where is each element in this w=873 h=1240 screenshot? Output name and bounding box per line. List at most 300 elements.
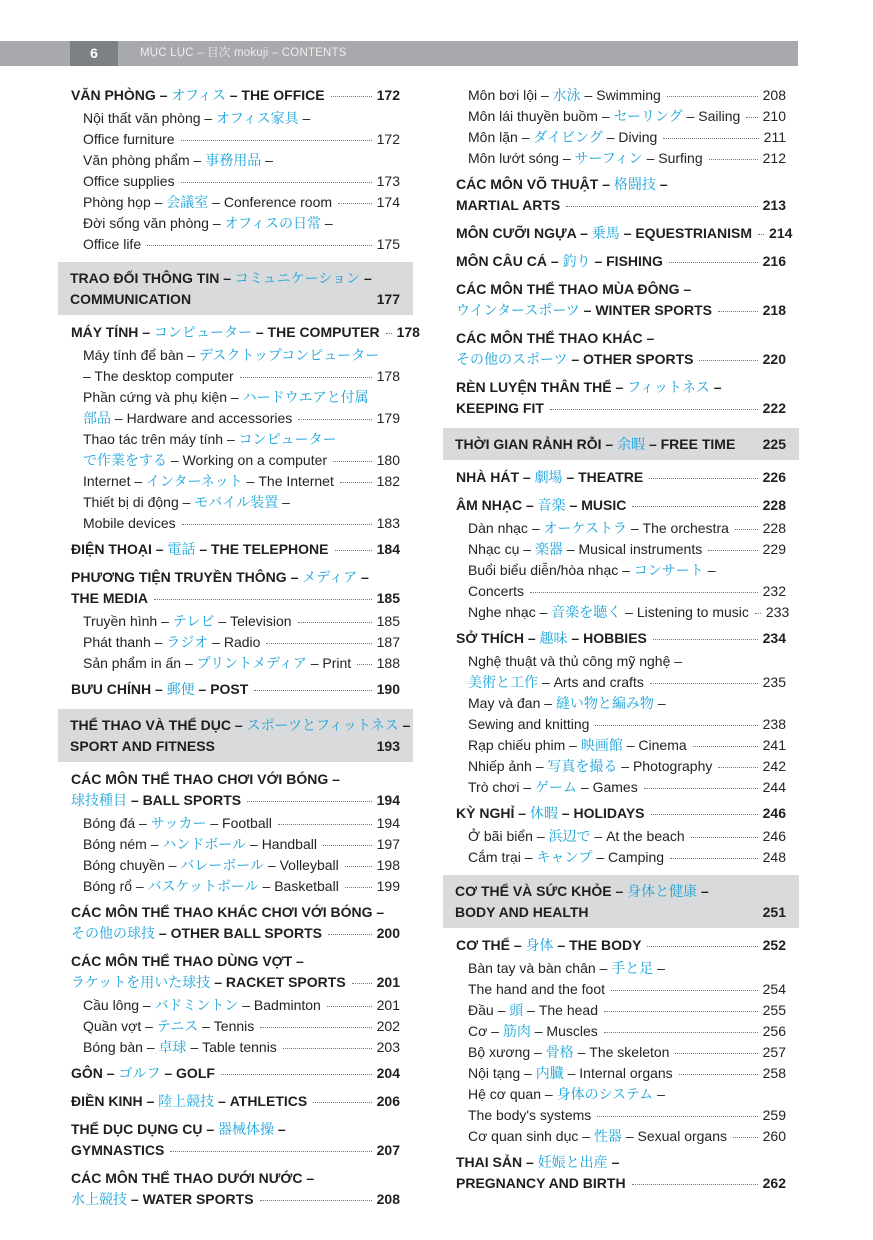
toc-line-text xyxy=(455,881,709,902)
entry-text: Đầu – xyxy=(468,1002,510,1018)
japanese-term: 身体と健康 xyxy=(627,883,698,899)
toc-line xyxy=(71,769,400,790)
page-ref: 182 xyxy=(376,473,400,489)
dot-leader xyxy=(693,746,758,747)
toc-subentry xyxy=(443,1021,799,1042)
page-ref: 232 xyxy=(762,583,786,599)
dot-leader xyxy=(550,409,758,410)
japanese-term: 乗馬 xyxy=(591,225,620,241)
entry-text: – BALL SPORTS xyxy=(127,792,242,808)
toc-subentry xyxy=(58,387,413,429)
japanese-term: その他のスポーツ xyxy=(456,351,568,367)
japanese-term: スポーツとフィットネス xyxy=(246,717,399,733)
page-ref: 212 xyxy=(762,150,786,166)
toc-subentry xyxy=(443,651,799,693)
japanese-term: 美術と工作 xyxy=(468,674,538,690)
entry-text: CƠ THỂ – xyxy=(456,937,526,953)
toc-line xyxy=(456,174,786,195)
entry-text: KEEPING FIT xyxy=(456,400,544,416)
entry-text: THAI SẢN – xyxy=(456,1154,538,1170)
page-ref: 246 xyxy=(762,828,786,844)
toc-line xyxy=(83,1016,400,1037)
toc-line xyxy=(83,429,400,450)
page-ref: 172 xyxy=(376,131,400,147)
entry-text: CÁC MÔN THỂ THAO DƯỚI NƯỚC – xyxy=(71,1170,315,1186)
toc-line xyxy=(83,387,400,408)
entry-text: BƯU CHÍNH – xyxy=(71,681,167,697)
dot-leader xyxy=(181,182,372,183)
entry-text: MÁY TÍNH – xyxy=(71,324,154,340)
entry-text: GÔN – xyxy=(71,1065,119,1081)
page-ref: 180 xyxy=(376,452,400,468)
toc-line-text xyxy=(468,979,605,1000)
toc-line xyxy=(83,471,400,492)
toc-line-text xyxy=(71,769,340,790)
entry-text: Ở bãi biển – xyxy=(468,828,549,844)
toc-line-text xyxy=(83,366,234,387)
page-ref: 183 xyxy=(376,515,400,531)
toc-line xyxy=(71,567,400,588)
page-ref: 257 xyxy=(762,1044,786,1060)
entry-text: ÂM NHẠC – xyxy=(456,497,538,513)
toc-line-text xyxy=(70,736,215,757)
page-ref: 185 xyxy=(376,613,400,629)
entry-text: Nội tạng – xyxy=(468,1065,536,1081)
entry-text: – Games xyxy=(577,779,638,795)
toc-line-text xyxy=(83,995,321,1016)
entry-text: Phát thanh – xyxy=(83,634,167,650)
japanese-term: セーリング xyxy=(613,108,683,124)
page-ref: 202 xyxy=(376,1018,400,1034)
entry-text: Phần cứng và phụ kiện – xyxy=(83,389,243,405)
page-ref: 242 xyxy=(762,758,786,774)
toc-line-text xyxy=(83,1037,277,1058)
entry-text: PREGNANCY AND BIRTH xyxy=(456,1175,626,1191)
japanese-term: サーフィン xyxy=(574,150,643,166)
entry-text: CÁC MÔN THỂ THAO KHÁC – xyxy=(456,330,655,346)
page-ref: 220 xyxy=(762,351,786,367)
toc-line-text xyxy=(71,1119,286,1140)
toc-line-text xyxy=(71,902,384,923)
japanese-term: その他の球技 xyxy=(71,925,155,941)
toc-line xyxy=(468,560,786,581)
page-ref: 207 xyxy=(376,1142,400,1158)
entry-text: Thiết bị di động – xyxy=(83,494,195,510)
dot-leader xyxy=(597,1116,757,1117)
japanese-term: 事務用品 xyxy=(205,152,262,168)
toc-subentry xyxy=(58,855,413,876)
header-bar xyxy=(0,41,798,66)
toc-line-text xyxy=(71,567,369,588)
toc-line xyxy=(468,1042,786,1063)
entry-text: – Surfing xyxy=(642,150,703,166)
toc-line-text xyxy=(83,387,369,408)
toc-line xyxy=(456,1152,786,1173)
toc-line xyxy=(83,234,400,255)
dot-leader xyxy=(651,814,758,815)
toc-line-text xyxy=(468,1105,591,1126)
dot-leader xyxy=(670,858,758,859)
toc-subentry xyxy=(58,429,413,471)
entry-text: COMMUNICATION xyxy=(70,291,192,307)
toc-line-text xyxy=(468,847,664,868)
toc-line xyxy=(456,628,786,649)
dot-leader xyxy=(345,866,372,867)
toc-line-text xyxy=(83,408,292,429)
entry-text: – FISHING xyxy=(590,253,663,269)
entry-text: – The orchestra xyxy=(626,520,729,536)
dot-leader xyxy=(733,1137,758,1138)
toc-section-heading xyxy=(443,323,799,372)
dot-leader xyxy=(247,801,372,802)
entry-text: Cơ – xyxy=(468,1023,503,1039)
page-ref: 194 xyxy=(376,815,400,831)
entry-text: Môn lướt sóng – xyxy=(468,150,575,166)
page-ref: 174 xyxy=(376,194,400,210)
toc-line xyxy=(83,366,400,387)
toc-chapter-heading xyxy=(443,428,799,460)
dot-leader xyxy=(708,550,757,551)
toc-line-text xyxy=(71,923,322,944)
entry-text: – THE COMPUTER xyxy=(251,324,380,340)
toc-subentry xyxy=(443,602,799,623)
toc-chapter-heading xyxy=(58,709,413,762)
entry-text: – ATHLETICS xyxy=(214,1093,308,1109)
toc-line xyxy=(70,715,411,736)
toc-section-heading xyxy=(443,274,799,323)
entry-text: CÁC MÔN THỂ THAO CHƠI VỚI BÓNG – xyxy=(71,771,340,787)
toc-line-text xyxy=(468,148,703,169)
toc-line-text xyxy=(83,234,141,255)
page-ref: 204 xyxy=(376,1065,400,1081)
page-ref: 234 xyxy=(762,630,786,646)
toc-line xyxy=(83,108,400,129)
entry-text: – xyxy=(278,494,290,510)
entry-text: – xyxy=(653,695,666,711)
toc-subentry xyxy=(58,108,413,150)
toc-line-text xyxy=(71,679,248,700)
toc-line xyxy=(456,1173,786,1194)
toc-subentry xyxy=(58,813,413,834)
toc-subentry xyxy=(443,958,799,1000)
toc-line xyxy=(71,1063,400,1084)
toc-subentry xyxy=(443,560,799,602)
entry-text: SỞ THÍCH – xyxy=(456,630,540,646)
toc-subentry xyxy=(58,1037,413,1058)
entry-text: Bóng chuyền – xyxy=(83,857,181,873)
toc-subentry xyxy=(58,653,413,674)
dot-leader xyxy=(709,159,758,160)
toc-line xyxy=(456,251,786,272)
entry-text: Môn lặn – xyxy=(468,129,534,145)
toc-line xyxy=(83,345,400,366)
entry-text: – Basketball xyxy=(258,878,339,894)
header-title: MỤC LỤC – 目次 mokuji – CONTENTS xyxy=(140,47,347,59)
entry-text: – THE BODY xyxy=(553,937,642,953)
dot-leader xyxy=(675,1053,757,1054)
dot-leader xyxy=(331,96,372,97)
toc-line xyxy=(468,847,786,868)
toc-subentry xyxy=(443,826,799,847)
entry-text: Môn lái thuyền buồm – xyxy=(468,108,614,124)
toc-line-text xyxy=(83,450,327,471)
entry-text: Bàn tay và bàn chân – xyxy=(468,960,612,976)
toc-line-text xyxy=(468,1126,727,1147)
entry-text: – EQUESTRIANISM xyxy=(619,225,753,241)
japanese-term: 浜辺で xyxy=(548,828,591,844)
toc-line xyxy=(71,902,400,923)
toc-line xyxy=(71,972,400,993)
toc-line-text xyxy=(83,345,379,366)
dot-leader xyxy=(699,360,757,361)
toc-line xyxy=(468,826,786,847)
toc-line-text xyxy=(70,715,410,736)
page-ref: 179 xyxy=(376,410,400,426)
dot-leader xyxy=(644,788,758,789)
toc-subentry xyxy=(443,127,799,148)
dot-leader xyxy=(386,333,392,334)
japanese-term: バスケットボール xyxy=(147,878,259,894)
toc-line xyxy=(83,1037,400,1058)
entry-text: – Volleyball xyxy=(264,857,339,873)
toc-subentry xyxy=(58,632,413,653)
dot-leader xyxy=(182,524,372,525)
toc-subentry xyxy=(443,1084,799,1126)
toc-line xyxy=(468,1084,786,1105)
entry-text: CƠ THỂ VÀ SỨC KHỎE – xyxy=(455,883,628,899)
entry-text: Nội thất văn phòng – xyxy=(83,110,217,126)
toc-line-text xyxy=(83,855,339,876)
toc-line-text xyxy=(83,611,292,632)
page-ref: 256 xyxy=(762,1023,786,1039)
entry-text: – OTHER SPORTS xyxy=(567,351,694,367)
entry-text: The hand and the foot xyxy=(468,981,605,997)
entry-text: Phòng họp – xyxy=(83,194,167,210)
entry-text: Sewing and knitting xyxy=(468,716,590,732)
japanese-term: テニス xyxy=(156,1018,199,1034)
toc-line xyxy=(468,651,786,672)
page-ref: 259 xyxy=(762,1107,786,1123)
toc-section-heading xyxy=(58,1114,413,1163)
toc-line xyxy=(455,434,786,455)
toc-line xyxy=(456,398,786,419)
japanese-term: ラケットを用いた球技 xyxy=(71,974,211,990)
toc-section-heading xyxy=(443,1147,799,1196)
toc-line xyxy=(468,1126,786,1147)
entry-text: Môn bơi lội – xyxy=(468,87,553,103)
japanese-term: ウインタースポーツ xyxy=(456,302,580,318)
toc-subentry xyxy=(443,756,799,777)
toc-line xyxy=(71,588,400,609)
toc-section-heading xyxy=(443,462,799,490)
page-ref: 187 xyxy=(376,634,400,650)
toc-line xyxy=(83,213,400,234)
entry-text: – xyxy=(653,960,665,976)
toc-line-text xyxy=(468,106,740,127)
japanese-term: 性器 xyxy=(593,1128,622,1144)
toc-section-heading xyxy=(443,218,799,246)
page-ref: 254 xyxy=(762,981,786,997)
toc-line xyxy=(455,902,786,923)
page-ref: 201 xyxy=(376,997,400,1013)
dot-leader xyxy=(323,845,372,846)
toc-line-text xyxy=(456,300,712,321)
toc-line-text xyxy=(468,581,524,602)
entry-text: – xyxy=(360,270,372,286)
japanese-term: テレビ xyxy=(172,613,215,629)
toc-line xyxy=(83,876,400,897)
entry-text: – Radio xyxy=(208,634,261,650)
page-ref: 178 xyxy=(396,324,420,340)
dot-leader xyxy=(649,478,757,479)
entry-text: MÔN CÂU CÁ – xyxy=(456,253,563,269)
dot-leader xyxy=(691,837,758,838)
japanese-term: 釣り xyxy=(562,253,591,269)
dot-leader xyxy=(755,613,761,614)
toc-line xyxy=(83,408,400,429)
toc-line-text xyxy=(468,672,644,693)
toc-line-text xyxy=(83,1016,254,1037)
toc-line xyxy=(83,995,400,1016)
toc-line-text xyxy=(456,628,647,649)
entry-text: – xyxy=(298,110,311,126)
japanese-term: プリントメディア xyxy=(196,655,307,671)
toc-section-heading xyxy=(58,85,413,108)
toc-line xyxy=(83,192,400,213)
toc-line-text xyxy=(83,150,273,171)
toc-subentry xyxy=(443,735,799,756)
toc-subentry xyxy=(58,1016,413,1037)
page-ref: 218 xyxy=(762,302,786,318)
toc-line xyxy=(71,679,400,700)
toc-section-heading xyxy=(443,372,799,421)
japanese-term: 身体のシステム xyxy=(556,1086,654,1102)
page-ref: 216 xyxy=(762,253,786,269)
entry-text: – Musical instruments xyxy=(562,541,703,557)
page-ref: 177 xyxy=(376,291,400,307)
japanese-term: 縫い物と編み物 xyxy=(555,695,654,711)
entry-text: – WINTER SPORTS xyxy=(579,302,712,318)
dot-leader xyxy=(335,550,372,551)
entry-text: SPORT AND FITNESS xyxy=(70,738,215,754)
toc-line xyxy=(468,672,786,693)
toc-line xyxy=(71,790,400,811)
toc-line xyxy=(456,195,786,216)
entry-text: – POST xyxy=(194,681,249,697)
dot-leader xyxy=(181,140,372,141)
entry-text: – The head xyxy=(523,1002,598,1018)
japanese-term: 身体 xyxy=(525,937,554,953)
toc-line-text xyxy=(83,813,272,834)
toc-right-column xyxy=(443,85,799,1196)
page-ref: 173 xyxy=(376,173,400,189)
toc-section-heading xyxy=(443,169,799,218)
toc-line xyxy=(456,328,786,349)
toc-line xyxy=(456,377,786,398)
dot-leader xyxy=(357,664,371,665)
toc-line xyxy=(468,518,786,539)
toc-line-text xyxy=(456,223,752,244)
toc-line-text xyxy=(456,174,668,195)
entry-text: Internet – xyxy=(83,473,147,489)
entry-text: – xyxy=(320,215,333,231)
japanese-term: フィットネス xyxy=(627,379,710,395)
toc-subentry xyxy=(443,1063,799,1084)
page-ref: 244 xyxy=(762,779,786,795)
japanese-term: 格闘技 xyxy=(613,176,656,192)
toc-line xyxy=(468,148,786,169)
japanese-term: オフィスの日常 xyxy=(224,215,321,231)
page-ref: 226 xyxy=(762,469,786,485)
entry-text: – Arts and crafts xyxy=(538,674,644,690)
toc-line-text xyxy=(71,1168,314,1189)
entry-text: – FREE TIME xyxy=(645,436,736,452)
dot-leader xyxy=(260,1027,371,1028)
toc-line-text xyxy=(468,560,716,581)
japanese-term: 陸上競技 xyxy=(158,1093,215,1109)
entry-text: CÁC MÔN VÕ THUẬT – xyxy=(456,176,614,192)
entry-text: – Photography xyxy=(617,758,713,774)
japanese-term: 趣味 xyxy=(539,630,568,646)
entry-text: Bóng ném – xyxy=(83,836,163,852)
japanese-term: 部品 xyxy=(83,410,111,426)
toc-section-heading xyxy=(58,764,413,813)
page-ref: 214 xyxy=(769,225,793,241)
japanese-term: コンピューター xyxy=(153,324,252,340)
entry-text: THE MEDIA xyxy=(71,590,148,606)
toc-line-text xyxy=(468,777,638,798)
entry-text: – The Internet xyxy=(242,473,334,489)
dot-leader xyxy=(667,96,758,97)
toc-line xyxy=(83,611,400,632)
entry-text: Dàn nhạc – xyxy=(468,520,544,536)
toc-line xyxy=(468,539,786,560)
toc-line xyxy=(71,1168,400,1189)
japanese-term: ハンドボール xyxy=(162,836,247,852)
page-ref: 200 xyxy=(376,925,400,941)
page-ref: 208 xyxy=(762,87,786,103)
dot-leader xyxy=(221,1074,372,1075)
toc-line xyxy=(71,1119,400,1140)
page-ref: 199 xyxy=(376,878,400,894)
entry-text: – The skeleton xyxy=(573,1044,670,1060)
toc-line xyxy=(71,85,400,106)
toc-line xyxy=(468,735,786,756)
toc-line-text xyxy=(468,1084,665,1105)
toc-line xyxy=(70,736,400,757)
entry-text: Truyền hình – xyxy=(83,613,173,629)
toc-subentry xyxy=(443,1126,799,1147)
entry-text: Hệ cơ quan – xyxy=(468,1086,557,1102)
entry-text: – xyxy=(655,176,668,192)
dot-leader xyxy=(632,1184,758,1185)
entry-text: PHƯƠNG TIỆN TRUYỀN THÔNG – xyxy=(71,569,303,585)
japanese-term: メディア xyxy=(302,569,358,585)
entry-text: VĂN PHÒNG – xyxy=(71,87,172,103)
entry-text: CÁC MÔN THỂ THAO DÙNG VỢT – xyxy=(71,953,304,969)
toc-line-text xyxy=(456,803,645,824)
dot-leader xyxy=(340,482,372,483)
toc-subentry xyxy=(443,1042,799,1063)
japanese-term: サッカー xyxy=(150,815,207,831)
toc-subentry xyxy=(58,192,413,213)
japanese-term: 器械体操 xyxy=(218,1121,275,1137)
entry-text: – xyxy=(703,562,716,578)
japanese-term: モバイル装置 xyxy=(194,494,279,510)
entry-text: Office life xyxy=(83,236,142,252)
entry-text: Trò chơi – xyxy=(468,779,536,795)
toc-line-text xyxy=(468,735,687,756)
